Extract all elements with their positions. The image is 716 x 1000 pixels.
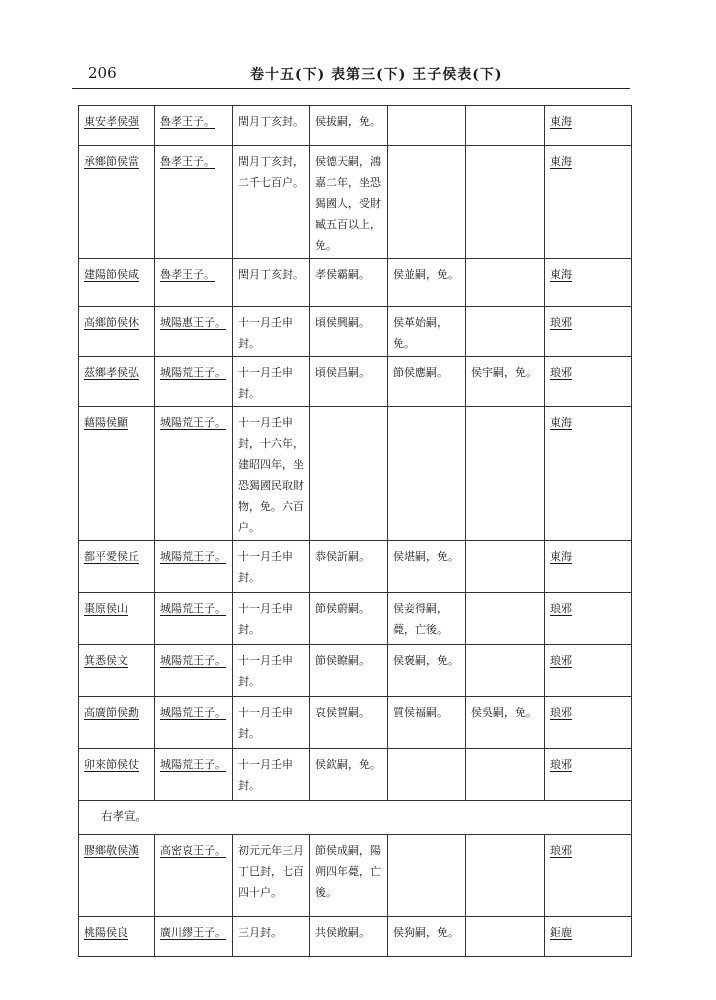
cell-heir-1: 節侯瞭嗣。 <box>310 645 388 697</box>
cell-heir-2 <box>388 146 466 259</box>
cell-heir-2: 侯並嗣，免。 <box>388 259 466 307</box>
table-body <box>79 106 632 957</box>
cell-heir-2: 質侯福嗣。 <box>388 697 466 749</box>
cell-marquis: 建陽節侯咸 <box>79 259 155 307</box>
table-row <box>79 307 632 357</box>
cell-marquis: 箕悉侯文 <box>79 645 155 697</box>
cell-father: 城陽荒王子。 <box>155 749 233 801</box>
cell-commandery: 琅邪 <box>545 749 632 801</box>
table-row <box>79 259 632 307</box>
cell-heir-1: 侯欽嗣，免。 <box>310 749 388 801</box>
cell-heir-3: 侯吳嗣，免。 <box>466 697 545 749</box>
cell-father: 城陽荒王子。 <box>155 593 233 645</box>
running-title: 卷十五(下) 表第三(下) 王子侯表(下) <box>250 67 503 83</box>
cell-enfeoffment: 十一月壬申封，十六年，建昭四年，坐恐猲國民取財物，免。六百户。 <box>233 407 310 541</box>
table-row <box>79 917 632 957</box>
cell-commandery: 琅邪 <box>545 593 632 645</box>
cell-father: 城陽荒王子。 <box>155 541 233 593</box>
cell-enfeoffment: 閏月丁亥封。 <box>233 106 310 146</box>
reign-note: 右孝宣。 <box>79 801 632 835</box>
cell-heir-2 <box>388 835 466 917</box>
cell-heir-3 <box>466 407 545 541</box>
cell-heir-3 <box>466 593 545 645</box>
cell-enfeoffment: 十一月壬申封。 <box>233 357 310 407</box>
cell-enfeoffment: 三月封。 <box>233 917 310 957</box>
header-rule <box>72 88 630 89</box>
cell-heir-3 <box>466 541 545 593</box>
cell-commandery: 東海 <box>545 259 632 307</box>
cell-enfeoffment: 十一月壬申封。 <box>233 541 310 593</box>
cell-heir-2 <box>388 407 466 541</box>
cell-enfeoffment: 十一月壬申封。 <box>233 645 310 697</box>
cell-enfeoffment: 閏月丁亥封，二千七百户。 <box>233 146 310 259</box>
cell-commandery: 琅邪 <box>545 645 632 697</box>
cell-father: 魯孝王子。 <box>155 259 233 307</box>
cell-commandery: 琅邪 <box>545 697 632 749</box>
cell-heir-1: 節侯成嗣，陽朔四年薨，亡後。 <box>310 835 388 917</box>
cell-father: 高密哀王子。 <box>155 835 233 917</box>
table-row <box>79 146 632 259</box>
cell-commandery: 東海 <box>545 146 632 259</box>
cell-enfeoffment: 初元元年三月丁巳封，七百四十户。 <box>233 835 310 917</box>
cell-father: 城陽荒王子。 <box>155 645 233 697</box>
cell-heir-3 <box>466 917 545 957</box>
cell-heir-2: 侯妾得嗣，薨，亡後。 <box>388 593 466 645</box>
cell-heir-3 <box>466 307 545 357</box>
cell-marquis: 高鄉節侯休 <box>79 307 155 357</box>
cell-enfeoffment: 十一月壬申封。 <box>233 307 310 357</box>
cell-father: 城陽荒王子。 <box>155 697 233 749</box>
cell-heir-1 <box>310 407 388 541</box>
cell-heir-3 <box>466 106 545 146</box>
table-row <box>79 357 632 407</box>
cell-heir-1: 恭侯訢嗣。 <box>310 541 388 593</box>
table-row <box>79 593 632 645</box>
cell-marquis: 桃陽侯良 <box>79 917 155 957</box>
cell-marquis: 都平愛侯丘 <box>79 541 155 593</box>
cell-marquis: 高廣節侯勳 <box>79 697 155 749</box>
cell-heir-1: 哀侯賀嗣。 <box>310 697 388 749</box>
cell-enfeoffment: 十一月壬申封。 <box>233 593 310 645</box>
cell-enfeoffment: 閏月丁亥封。 <box>233 259 310 307</box>
cell-commandery: 東海 <box>545 541 632 593</box>
cell-heir-2 <box>388 106 466 146</box>
cell-heir-2: 侯褒嗣，免。 <box>388 645 466 697</box>
cell-enfeoffment: 十一月壬申封。 <box>233 749 310 801</box>
cell-heir-3 <box>466 259 545 307</box>
table-row <box>79 835 632 917</box>
cell-commandery: 琅邪 <box>545 835 632 917</box>
cell-commandery: 琅邪 <box>545 307 632 357</box>
cell-heir-1: 節侯蔚嗣。 <box>310 593 388 645</box>
cell-marquis: 卯來節侯仗 <box>79 749 155 801</box>
table-row <box>79 697 632 749</box>
cell-father: 城陽惠王子。 <box>155 307 233 357</box>
cell-father: 城陽荒王子。 <box>155 357 233 407</box>
cell-heir-2: 侯革始嗣，免。 <box>388 307 466 357</box>
cell-heir-3 <box>466 749 545 801</box>
cell-heir-1: 頃侯興嗣。 <box>310 307 388 357</box>
cell-heir-2: 侯狗嗣，免。 <box>388 917 466 957</box>
cell-heir-3 <box>466 835 545 917</box>
cell-heir-2: 侯堪嗣，免。 <box>388 541 466 593</box>
cell-commandery: 東海 <box>545 407 632 541</box>
page-number: 206 <box>88 64 117 82</box>
cell-heir-3 <box>466 645 545 697</box>
cell-heir-2: 節侯應嗣。 <box>388 357 466 407</box>
table-row <box>79 541 632 593</box>
cell-heir-1: 共侯敞嗣。 <box>310 917 388 957</box>
cell-heir-1: 侯拔嗣，免。 <box>310 106 388 146</box>
cell-enfeoffment: 十一月壬申封。 <box>233 697 310 749</box>
cell-father: 廣川繆王子。 <box>155 917 233 957</box>
table-row <box>79 106 632 146</box>
cell-heir-1: 孝侯霸嗣。 <box>310 259 388 307</box>
cell-commandery: 鉅鹿 <box>545 917 632 957</box>
cell-heir-3 <box>466 146 545 259</box>
cell-father: 魯孝王子。 <box>155 106 233 146</box>
genealogy-table <box>78 105 632 957</box>
cell-father: 魯孝王子。 <box>155 146 233 259</box>
cell-marquis: 膠鄉敬侯漢 <box>79 835 155 917</box>
cell-heir-1: 侯德天嗣，鴻嘉二年，坐恐猲國人，受財臧五百以上，免。 <box>310 146 388 259</box>
cell-marquis: 東安孝侯强 <box>79 106 155 146</box>
cell-marquis: 棗原侯山 <box>79 593 155 645</box>
cell-commandery: 東海 <box>545 106 632 146</box>
cell-heir-1: 頃侯昌嗣。 <box>310 357 388 407</box>
page-header <box>78 64 623 86</box>
table-row <box>79 749 632 801</box>
cell-commandery: 琅邪 <box>545 357 632 407</box>
cell-marquis: 茲鄉孝侯弘 <box>79 357 155 407</box>
cell-heir-2 <box>388 749 466 801</box>
table-row <box>79 407 632 541</box>
table-row <box>79 645 632 697</box>
cell-marquis: 藉陽侯顯 <box>79 407 155 541</box>
cell-father: 城陽荒王子。 <box>155 407 233 541</box>
table-row <box>79 801 632 835</box>
cell-marquis: 承鄉節侯當 <box>79 146 155 259</box>
cell-heir-3: 侯宇嗣，免。 <box>466 357 545 407</box>
